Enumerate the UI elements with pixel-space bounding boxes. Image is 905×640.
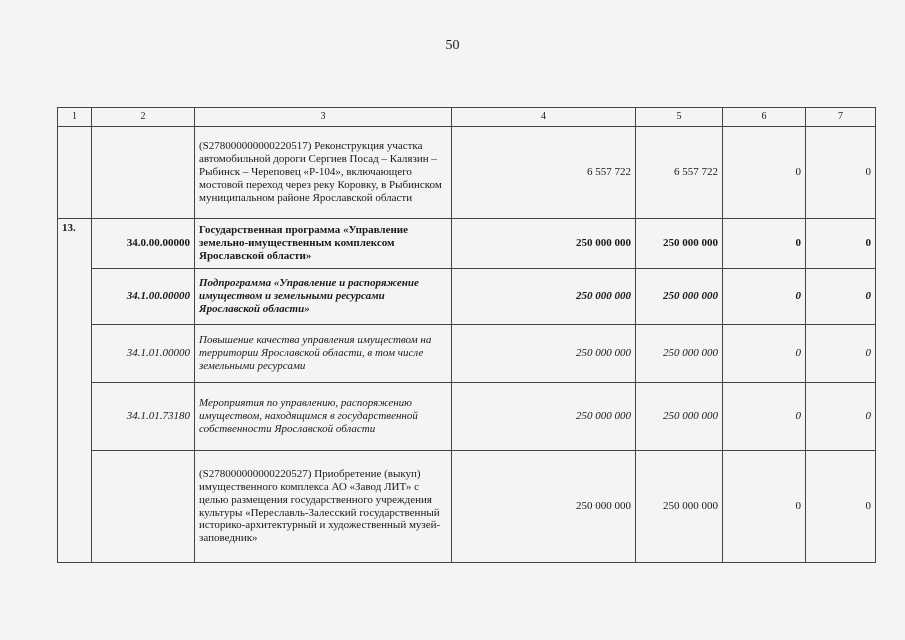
row-value-7: 0 [806,451,876,563]
row-value-4: 6 557 722 [452,127,636,219]
table-row [58,219,876,269]
table-row [58,325,876,383]
row-value-7: 0 [806,383,876,451]
row-value-5: 250 000 000 [636,451,723,563]
row-value-5: 250 000 000 [636,383,723,451]
row-code: 34.0.00.00000 [92,219,195,269]
budget-table [57,107,876,563]
table-row [58,127,876,219]
row-number [58,127,92,219]
row-code: 34.1.00.00000 [92,269,195,325]
row-value-5: 250 000 000 [636,219,723,269]
row-name: (S278000000000220527) Приобретение (выкуп) имущественного комплекса АО «Завод ЛИТ» с целью размещения государственного учреждения культуры «Переславль-Залесский государственный историко-архитектурный и художественный музей-заповедник» [195,451,452,563]
table-row [58,451,876,563]
row-name: Государственная программа «Управление земельно-имущественным комплексом Ярославской области» [195,219,452,269]
table-row [58,269,876,325]
row-value-5: 250 000 000 [636,269,723,325]
page-number: 50 [445,38,460,53]
row-value-7: 0 [806,219,876,269]
table-header-row [58,108,876,127]
row-value-7: 0 [806,325,876,383]
row-value-7: 0 [806,127,876,219]
row-code: 34.1.01.73180 [92,383,195,451]
row-value-5: 6 557 722 [636,127,723,219]
header-cell-2: 2 [92,108,195,127]
row-name: Мероприятия по управлению, распоряжению имуществом, находящимся в государственной собственности Ярославской области [195,383,452,451]
row-name: Повышение качества управления имуществом на территории Ярославской области, в том числе земельными ресурсами [195,325,452,383]
header-cell-5: 5 [636,108,723,127]
row-value-6: 0 [723,325,806,383]
row-value-4: 250 000 000 [452,383,636,451]
row-value-6: 0 [723,269,806,325]
row-code [92,127,195,219]
header-cell-4: 4 [452,108,636,127]
row-value-7: 0 [806,269,876,325]
header-cell-7: 7 [806,108,876,127]
row-value-6: 0 [723,219,806,269]
header-cell-1: 1 [58,108,92,127]
header-cell-3: 3 [195,108,452,127]
row-value-4: 250 000 000 [452,269,636,325]
row-name: (S278000000000220517) Реконструкция участка автомобильной дороги Сергиев Посад – Калязин – Рыбинск – Череповец «Р-104», включающего мостовой переход через реку Коровку, в Рыбинском муниципальном районе Ярославской области [195,127,452,219]
row-value-5: 250 000 000 [636,325,723,383]
row-value-6: 0 [723,127,806,219]
table-row [58,383,876,451]
header-cell-6: 6 [723,108,806,127]
row-code [92,451,195,563]
row-code: 34.1.01.00000 [92,325,195,383]
row-value-6: 0 [723,383,806,451]
row-value-6: 0 [723,451,806,563]
row-value-4: 250 000 000 [452,219,636,269]
row-value-4: 250 000 000 [452,325,636,383]
row-number: 13. [58,219,92,563]
row-value-4: 250 000 000 [452,451,636,563]
row-name: Подпрограмма «Управление и распоряжение имуществом и земельными ресурсами Ярославской области» [195,269,452,325]
